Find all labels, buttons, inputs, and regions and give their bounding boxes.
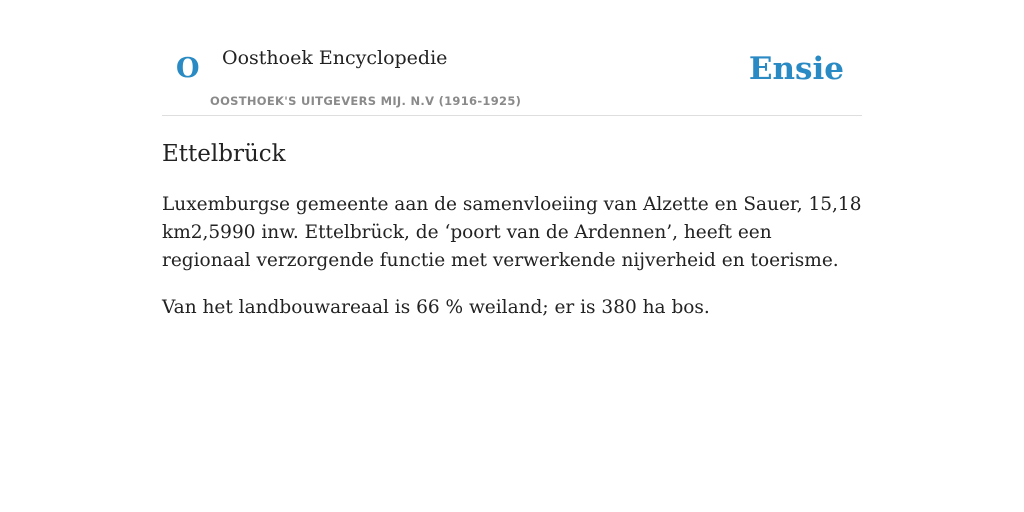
source-header — [162, 0, 862, 116]
entry-body — [162, 191, 862, 341]
source-logo[interactable]: O — [176, 53, 200, 84]
page-container — [162, 0, 862, 318]
entry-paragraph: Van het landbouwareaal is 66 % weiland; er is 380 ha bos. — [162, 297, 710, 318]
source-title[interactable]: Oosthoek Encyclopedie — [222, 47, 448, 69]
entry-title: Ettelbrück — [162, 141, 286, 167]
source-publisher: OOSTHOEK'S UITGEVERS MIJ. N.V (1916-1925) — [210, 94, 522, 108]
entry-paragraph: Luxemburgse gemeente aan de samenvloeiing van Alzette en Sauer, 15,18 km2,5990 inw. Ettelbrück, de ‘poort van de Ardennen’, heeft een regionaal verzorgende functie met verwerkende nijverheid en toerisme. — [162, 194, 862, 271]
ensie-logo-link[interactable]: Ensie — [748, 51, 844, 87]
